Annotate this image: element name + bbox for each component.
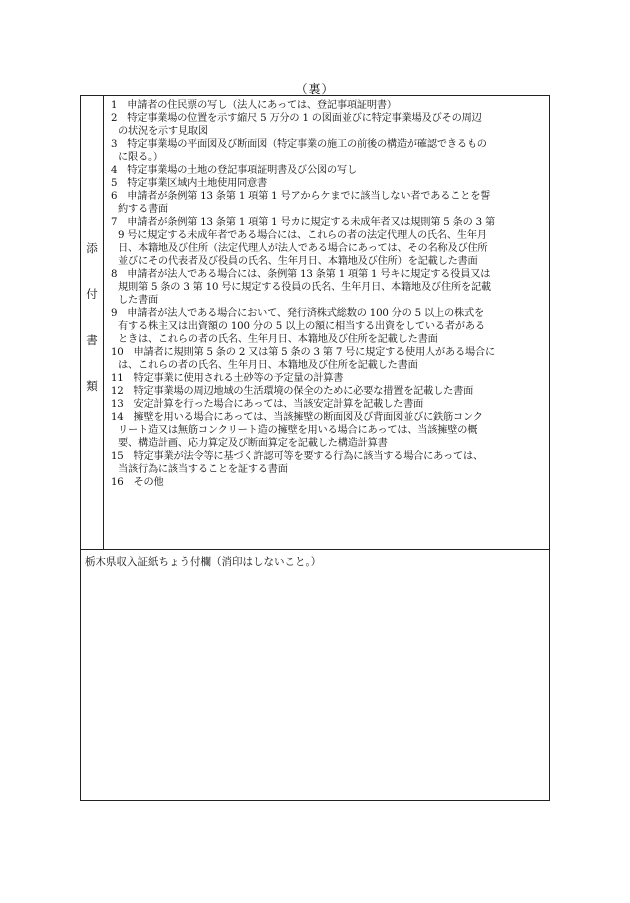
attachment-item-line: 2 特定事業場の位置を示す縮尺 5 万分の 1 の図面並びに特定事業場及びその周辺 [110, 113, 482, 124]
attachment-item-line: ときは、これらの者の氏名、生年月日、本籍地及び住所を記載した書面 [117, 334, 438, 345]
attachment-item [112, 190, 545, 216]
attachment-item [112, 411, 545, 450]
revenue-stamp-label: 栃木県収入証紙ちょう付欄（消印はしないこと。） [85, 556, 322, 568]
attachment-item [112, 450, 545, 476]
attachment-item-line: 7 申請者が条例第 13 条第 1 項第 1 号カに規定する未成年者又は規則第 5 条の 3 第 [110, 217, 495, 228]
attachment-item-line: 有する株主又は出資額の 100 分の 5 以上の額に相当する出資をしている者がある [117, 321, 485, 332]
attachment-item-line: 1 申請者の住民票の写し（法人にあっては、登記事項証明書） [110, 100, 397, 111]
revenue-stamp-box [80, 550, 550, 801]
attachment-item-line: 14 擁壁を用いる場合にあっては、当該擁壁の断面図及び背面図並びに鉄筋コンク [110, 412, 483, 423]
attachment-item-line: リート造又は無筋コンクリート造の擁壁を用いる場合にあっては、当該擁壁の概 [117, 425, 478, 436]
attachment-item [112, 268, 545, 307]
attachment-item-line: 11 特定事業に使用される土砂等の予定量の計算書 [110, 373, 344, 384]
attachment-item-line: 4 特定事業場の土地の登記事項証明書及び公図の写し [110, 165, 357, 176]
attachment-item-line: 10 申請者に規則第 5 条の 2 又は第 5 条の 3 第 7 号に規定する使用人がある場合に [110, 347, 495, 358]
attachment-item [112, 398, 545, 411]
attachment-item [112, 346, 545, 372]
attachment-item [112, 138, 545, 164]
attachment-item [112, 476, 545, 489]
attachment-item-line: 6 申請者が条例第 13 条第 1 項第 1 号アからケまでに該当しない者であることを誓 [110, 191, 491, 202]
page-heading: （裏） [295, 82, 335, 96]
attachments-list [112, 99, 545, 489]
attachment-item-line: 当該行為に該当することを証する書面 [117, 464, 288, 475]
attachments-label-column [81, 96, 104, 549]
attachment-item [112, 372, 545, 385]
attachment-item-line: に限る。） [117, 152, 163, 163]
attachment-item-line: 規則第 5 条の 3 第 10 号に規定する役員の氏名、生年月日、本籍地及び住所を記載 [117, 282, 491, 293]
attachment-item [112, 164, 545, 177]
attachment-item-line: 12 特定事業場の周辺地域の生活環境の保全のために必要な措置を記載した書面 [110, 386, 474, 397]
attachments-list-column [104, 96, 549, 549]
attachment-item-line: 要、構造計画、応力算定及び断面算定を記載した構造計算書 [117, 438, 388, 449]
attachment-item-line: 5 特定事業区域内土地使用同意書 [110, 178, 268, 189]
attachment-item-line: は、これらの者の氏名、生年月日、本籍地及び住所を記載した書面 [117, 360, 418, 371]
attachment-item [112, 385, 545, 398]
attachment-item-line: の状況を示す見取図 [117, 126, 208, 137]
attachment-item-line: 8 申請者が法人である場合には、条例第 13 条第 1 項第 1 号キに規定する役員又は [110, 269, 491, 280]
attachment-item-line: 16 その他 [110, 477, 164, 488]
attachment-item [112, 307, 545, 346]
attachments-label-char: 類 [86, 379, 98, 393]
attachment-item-line: 3 特定事業場の平面図及び断面図（特定事業の施工の前後の構造が確認できるもの [110, 139, 487, 150]
attachment-item [112, 177, 545, 190]
attachment-item-line: 15 特定事業が法令等に基づく許認可等を要する行為に該当する場合にあっては、 [110, 451, 483, 462]
attachment-item-line: 約する書面 [117, 204, 168, 215]
attachments-label-char: 付 [86, 287, 98, 301]
attachments-label-char: 書 [86, 333, 98, 347]
attachment-item [112, 99, 545, 112]
attachment-item-line: 9 号に規定する未成年者である場合には、これらの者の法定代理人の氏名、生年月 [117, 230, 487, 241]
attachment-item-line: 13 安定計算を行った場合にあっては、当該安定計算を記載した書面 [110, 399, 424, 410]
attachments-table [80, 95, 550, 550]
attachment-item [112, 112, 545, 138]
attachment-item [112, 216, 545, 268]
attachment-item-line: 日、本籍地及び住所（法定代理人が法人である場合にあっては、その名称及び住所 [117, 243, 488, 254]
attachment-item-line: 並びにその代表者及び役員の氏名、生年月日、本籍地及び住所）を記載した書面 [117, 256, 478, 267]
attachment-item-line: した書面 [117, 295, 158, 306]
attachments-label-char: 添 [86, 241, 98, 255]
attachment-item-line: 9 申請者が法人である場合において、発行済株式総数の 100 分の 5 以上の株式を [110, 308, 484, 319]
